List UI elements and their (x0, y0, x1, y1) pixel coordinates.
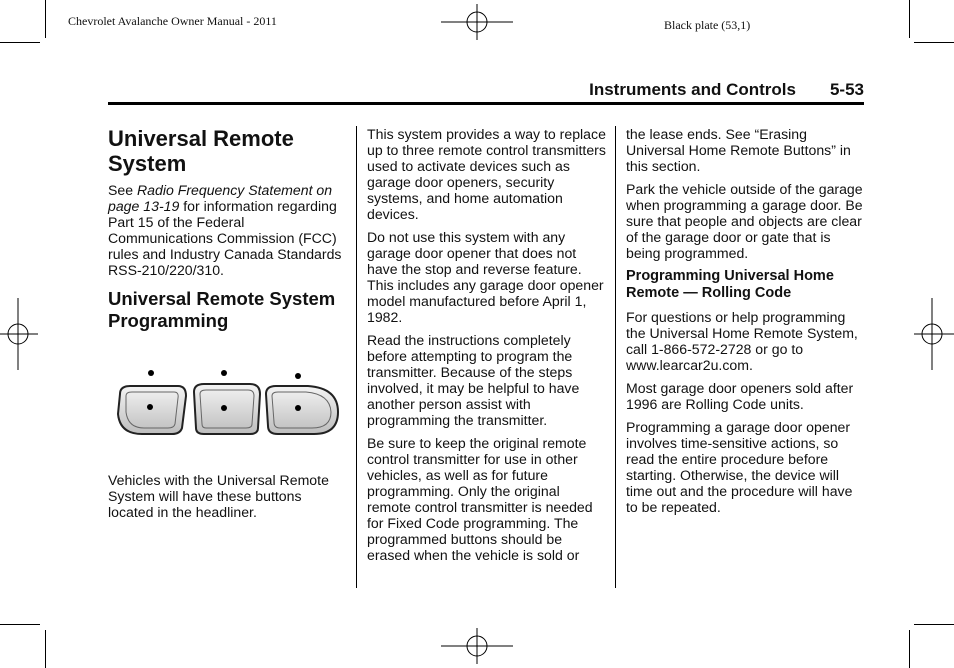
column-1 (108, 126, 348, 527)
document-title: Chevrolet Avalanche Owner Manual - 2011 (68, 14, 277, 28)
remote-buttons-illustration (108, 354, 348, 454)
crop-mark (0, 42, 40, 43)
paragraph: Do not use this system with any garage door opener that does not have the stop and reverse feature. This includes any garage door opener model manufactured before April 1, 1982. (367, 229, 604, 325)
subheading: Programming Universal Home Remote — Rolling Code (626, 268, 834, 301)
paragraph: Programming a garage door opener involves time-sensitive actions, so read the entire procedure before starting. Otherwise, the device will time out and the procedure will have to be repeated. (626, 419, 853, 515)
paragraph: Read the instructions completely before attempting to program the transmitter. Because of the steps involved, it may be helpful to have another person assist with programming the transmitter. (367, 332, 580, 428)
column-2 (367, 126, 607, 570)
paragraph: Park the vehicle outside of the garage when programming a garage door. Be sure that people and objects are clear of the garage door or gate that is being programmed. (626, 181, 863, 261)
plate-label: Black plate (53,1) (664, 18, 751, 32)
indicator-dot (148, 370, 154, 376)
paragraph: This system provides a way to replace up to three remote control transmitters used to activate devices such as garage door openers, security systems, and home automation devices. (367, 126, 606, 222)
column-divider (356, 126, 357, 588)
remote-button-2 (194, 384, 260, 434)
subheading: Universal Remote System Programming (108, 288, 336, 331)
paragraph: Most garage door openers sold after 1996 are Rolling Code units. (626, 380, 854, 412)
indicator-dot (295, 373, 301, 379)
column-3 (626, 126, 866, 522)
crop-mark (914, 42, 954, 43)
crop-mark (45, 0, 46, 38)
crop-mark (914, 624, 954, 625)
cross-reference-link[interactable]: Radio Frequency Statement on page 13-19 (108, 182, 333, 214)
paragraph: the lease ends. See “Erasing Universal Home Remote Buttons” in this section. (626, 126, 851, 174)
intro-paragraph: See Radio Frequency Statement on page 13-19 for information regarding Part 15 of the Federal Communications Commission (FCC) rules and Industry Canada Standards RSS-210/220/310. (108, 182, 342, 278)
remote-button-3 (266, 386, 338, 434)
indicator-dot (221, 370, 227, 376)
figure-caption: Vehicles with the Universal Remote System will have these buttons located in the headliner. (108, 472, 329, 520)
crop-mark (909, 630, 910, 668)
crop-mark (909, 0, 910, 38)
crop-mark (0, 624, 40, 625)
registration-mark (0, 296, 40, 372)
headliner-buttons-figure (108, 354, 348, 454)
paragraph: Be sure to keep the original remote control transmitter for use in other vehicles, as well as for future programming. Only the original remote control transmitter is needed for Fixed Code programming. The programmed buttons should be erased when the vehicle is sold or (367, 435, 593, 563)
remote-button-1 (118, 386, 186, 434)
crop-mark (45, 630, 46, 668)
registration-mark (437, 626, 517, 666)
registration-mark (437, 2, 517, 42)
section-title: Instruments and Controls (589, 80, 796, 99)
paragraph: For questions or help programming the Universal Home Remote System, call 1-866-572-2728 or go to www.learcar2u.com. (626, 309, 858, 373)
page-number: 5-53 (829, 80, 864, 99)
page-heading: Universal Remote System (108, 126, 294, 176)
registration-mark (912, 296, 954, 372)
section-header (108, 80, 864, 105)
column-divider (615, 126, 616, 588)
